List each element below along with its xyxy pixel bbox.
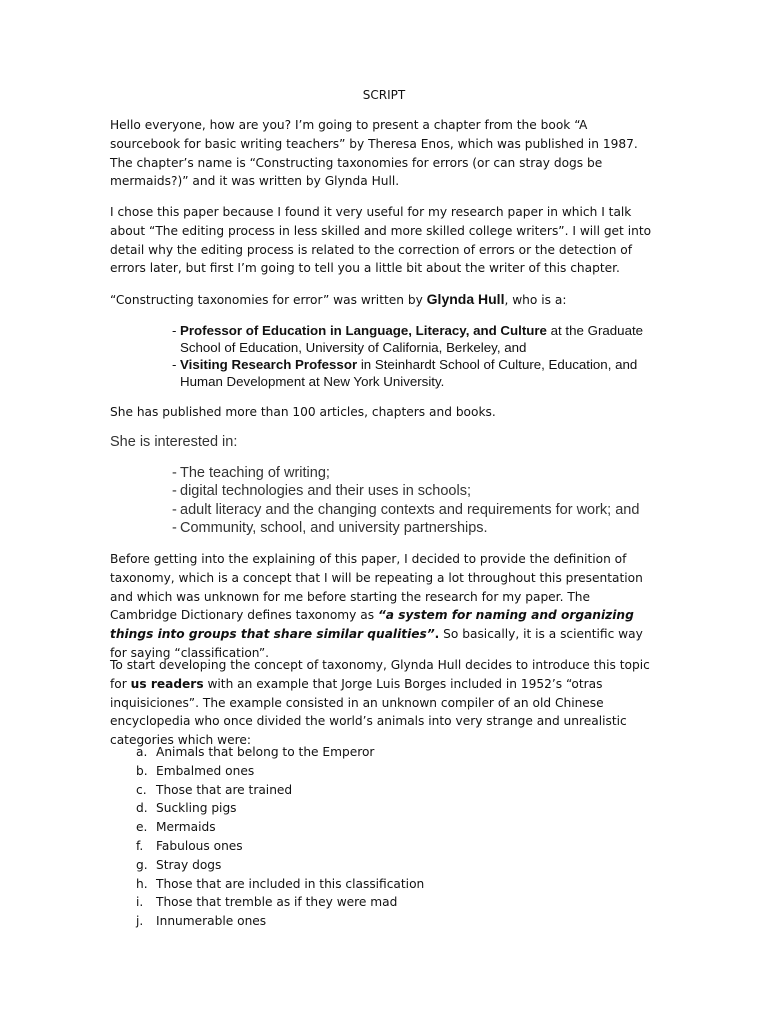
- list-marker: h.: [136, 876, 148, 891]
- dash-bullet: -: [172, 519, 177, 536]
- category-text: Suckling pigs: [156, 801, 237, 816]
- interest-text: adult literacy and the changing contexts and requirements for work; and: [180, 501, 640, 518]
- role-title: Professor of Education in Language, Literacy, and Culture: [180, 323, 547, 338]
- list-marker: b.: [136, 763, 148, 778]
- borges-paragraph: [110, 656, 658, 750]
- list-item: [136, 781, 636, 800]
- category-text: Those that tremble as if they were mad: [156, 895, 398, 910]
- role-detail: in Steinhardt School of Culture, Education, and Human Development at New York University.: [180, 357, 638, 389]
- reason-paragraph: I chose this paper because I found it very useful for my research paper in which I talk about “The editing process in less skilled and more skilled college writers”. I will get into detail why the editing process is related to the correction of errors or the detection of errors later, but first I’m going to tell you a little bit about the writer of this chapter.: [110, 205, 652, 276]
- category-text: Embalmed ones: [156, 763, 255, 778]
- role-title: Visiting Research Professor: [180, 357, 358, 372]
- interests-heading: She is interested in:: [110, 434, 238, 450]
- interest-text: The teaching of writing;: [180, 465, 330, 481]
- definition-tail: So basically, it is a scientific way for saying “classification”.: [110, 627, 643, 660]
- list-item: [172, 501, 692, 519]
- list-item: [136, 893, 636, 912]
- dash-bullet: -: [172, 465, 177, 481]
- definition-intro: Before getting into the explaining of this paper, I decided to provide the definition of taxonomy, which is a concept that I will be repeating a lot throughout this presentation and which was unknown for me before starting the research for my paper. The Cambridge Dictionary defines taxonomy as: [110, 552, 643, 623]
- definition-quote: “a system for naming and organizing things into groups that share similar qualities”: [110, 608, 634, 642]
- author-name: Glynda Hull: [426, 291, 505, 307]
- list-item: [136, 743, 636, 762]
- list-marker: e.: [136, 820, 148, 835]
- list-marker: f.: [136, 838, 144, 853]
- categories-list: [136, 743, 636, 931]
- list-item: [136, 837, 636, 856]
- definition-period: .: [434, 627, 440, 642]
- author-intro-text: “Constructing taxonomies for error” was written by: [110, 293, 427, 307]
- list-item: [136, 799, 636, 818]
- dash-bullet: -: [172, 357, 177, 372]
- list-marker: g.: [136, 857, 148, 872]
- category-text: Those that are included in this classification: [156, 876, 425, 891]
- dash-bullet: -: [172, 323, 177, 338]
- document-title: SCRIPT: [362, 88, 406, 102]
- dash-bullet: -: [172, 483, 177, 500]
- category-text: Those that are trained: [156, 782, 293, 797]
- interest-text: Community, school, and university partnerships.: [180, 519, 488, 536]
- list-marker: c.: [136, 782, 147, 797]
- emphasis-text: us readers: [130, 676, 204, 691]
- list-marker: i.: [136, 895, 144, 910]
- interests-list: [172, 464, 692, 537]
- list-item: [172, 356, 672, 390]
- list-marker: j.: [136, 914, 144, 929]
- category-text: Innumerable ones: [156, 914, 267, 929]
- category-text: Animals that belong to the Emperor: [156, 745, 375, 759]
- list-item: [172, 322, 672, 356]
- author-paragraph: [110, 290, 658, 310]
- author-roles-list: [172, 322, 672, 390]
- list-item: [136, 875, 636, 894]
- borges-intro: To start developing the concept of taxonomy, Glynda Hull decides to introduce this topic for: [110, 658, 650, 691]
- list-item: [136, 762, 636, 781]
- list-item: [172, 519, 692, 537]
- list-item: [172, 464, 692, 482]
- list-marker: a.: [136, 745, 148, 759]
- list-item: [136, 912, 636, 931]
- category-text: Fabulous ones: [156, 838, 243, 853]
- borges-tail: with an example that Jorge Luis Borges included in 1952’s “otras inquisiciones”. The example consisted in an unknown compiler of an old Chinese encyclopedia who once divided the world’s animals into very strange and unrealistic categories which were:: [110, 676, 627, 748]
- list-item: [136, 818, 636, 837]
- list-item: [136, 856, 636, 875]
- category-text: Mermaids: [156, 820, 216, 835]
- dash-bullet: -: [172, 501, 177, 518]
- list-marker: d.: [136, 801, 148, 816]
- interest-text: digital technologies and their uses in schools;: [180, 483, 471, 500]
- role-detail: at the Graduate School of Education, University of California, Berkeley, and: [180, 323, 644, 355]
- publications-paragraph: She has published more than 100 articles, chapters and books.: [110, 405, 496, 419]
- author-intro-tail: , who is a:: [504, 293, 567, 307]
- definition-paragraph: [110, 550, 658, 663]
- category-text: Stray dogs: [156, 857, 222, 872]
- intro-paragraph: Hello everyone, how are you? I’m going to present a chapter from the book “A sourcebook for basic writing teachers” by Theresa Enos, which was published in 1987. The chapter’s name is “Constructing taxonomies for errors (or can stray dogs be mermaids?)” and it was written by Glynda Hull.: [110, 118, 638, 189]
- list-item: [172, 482, 692, 500]
